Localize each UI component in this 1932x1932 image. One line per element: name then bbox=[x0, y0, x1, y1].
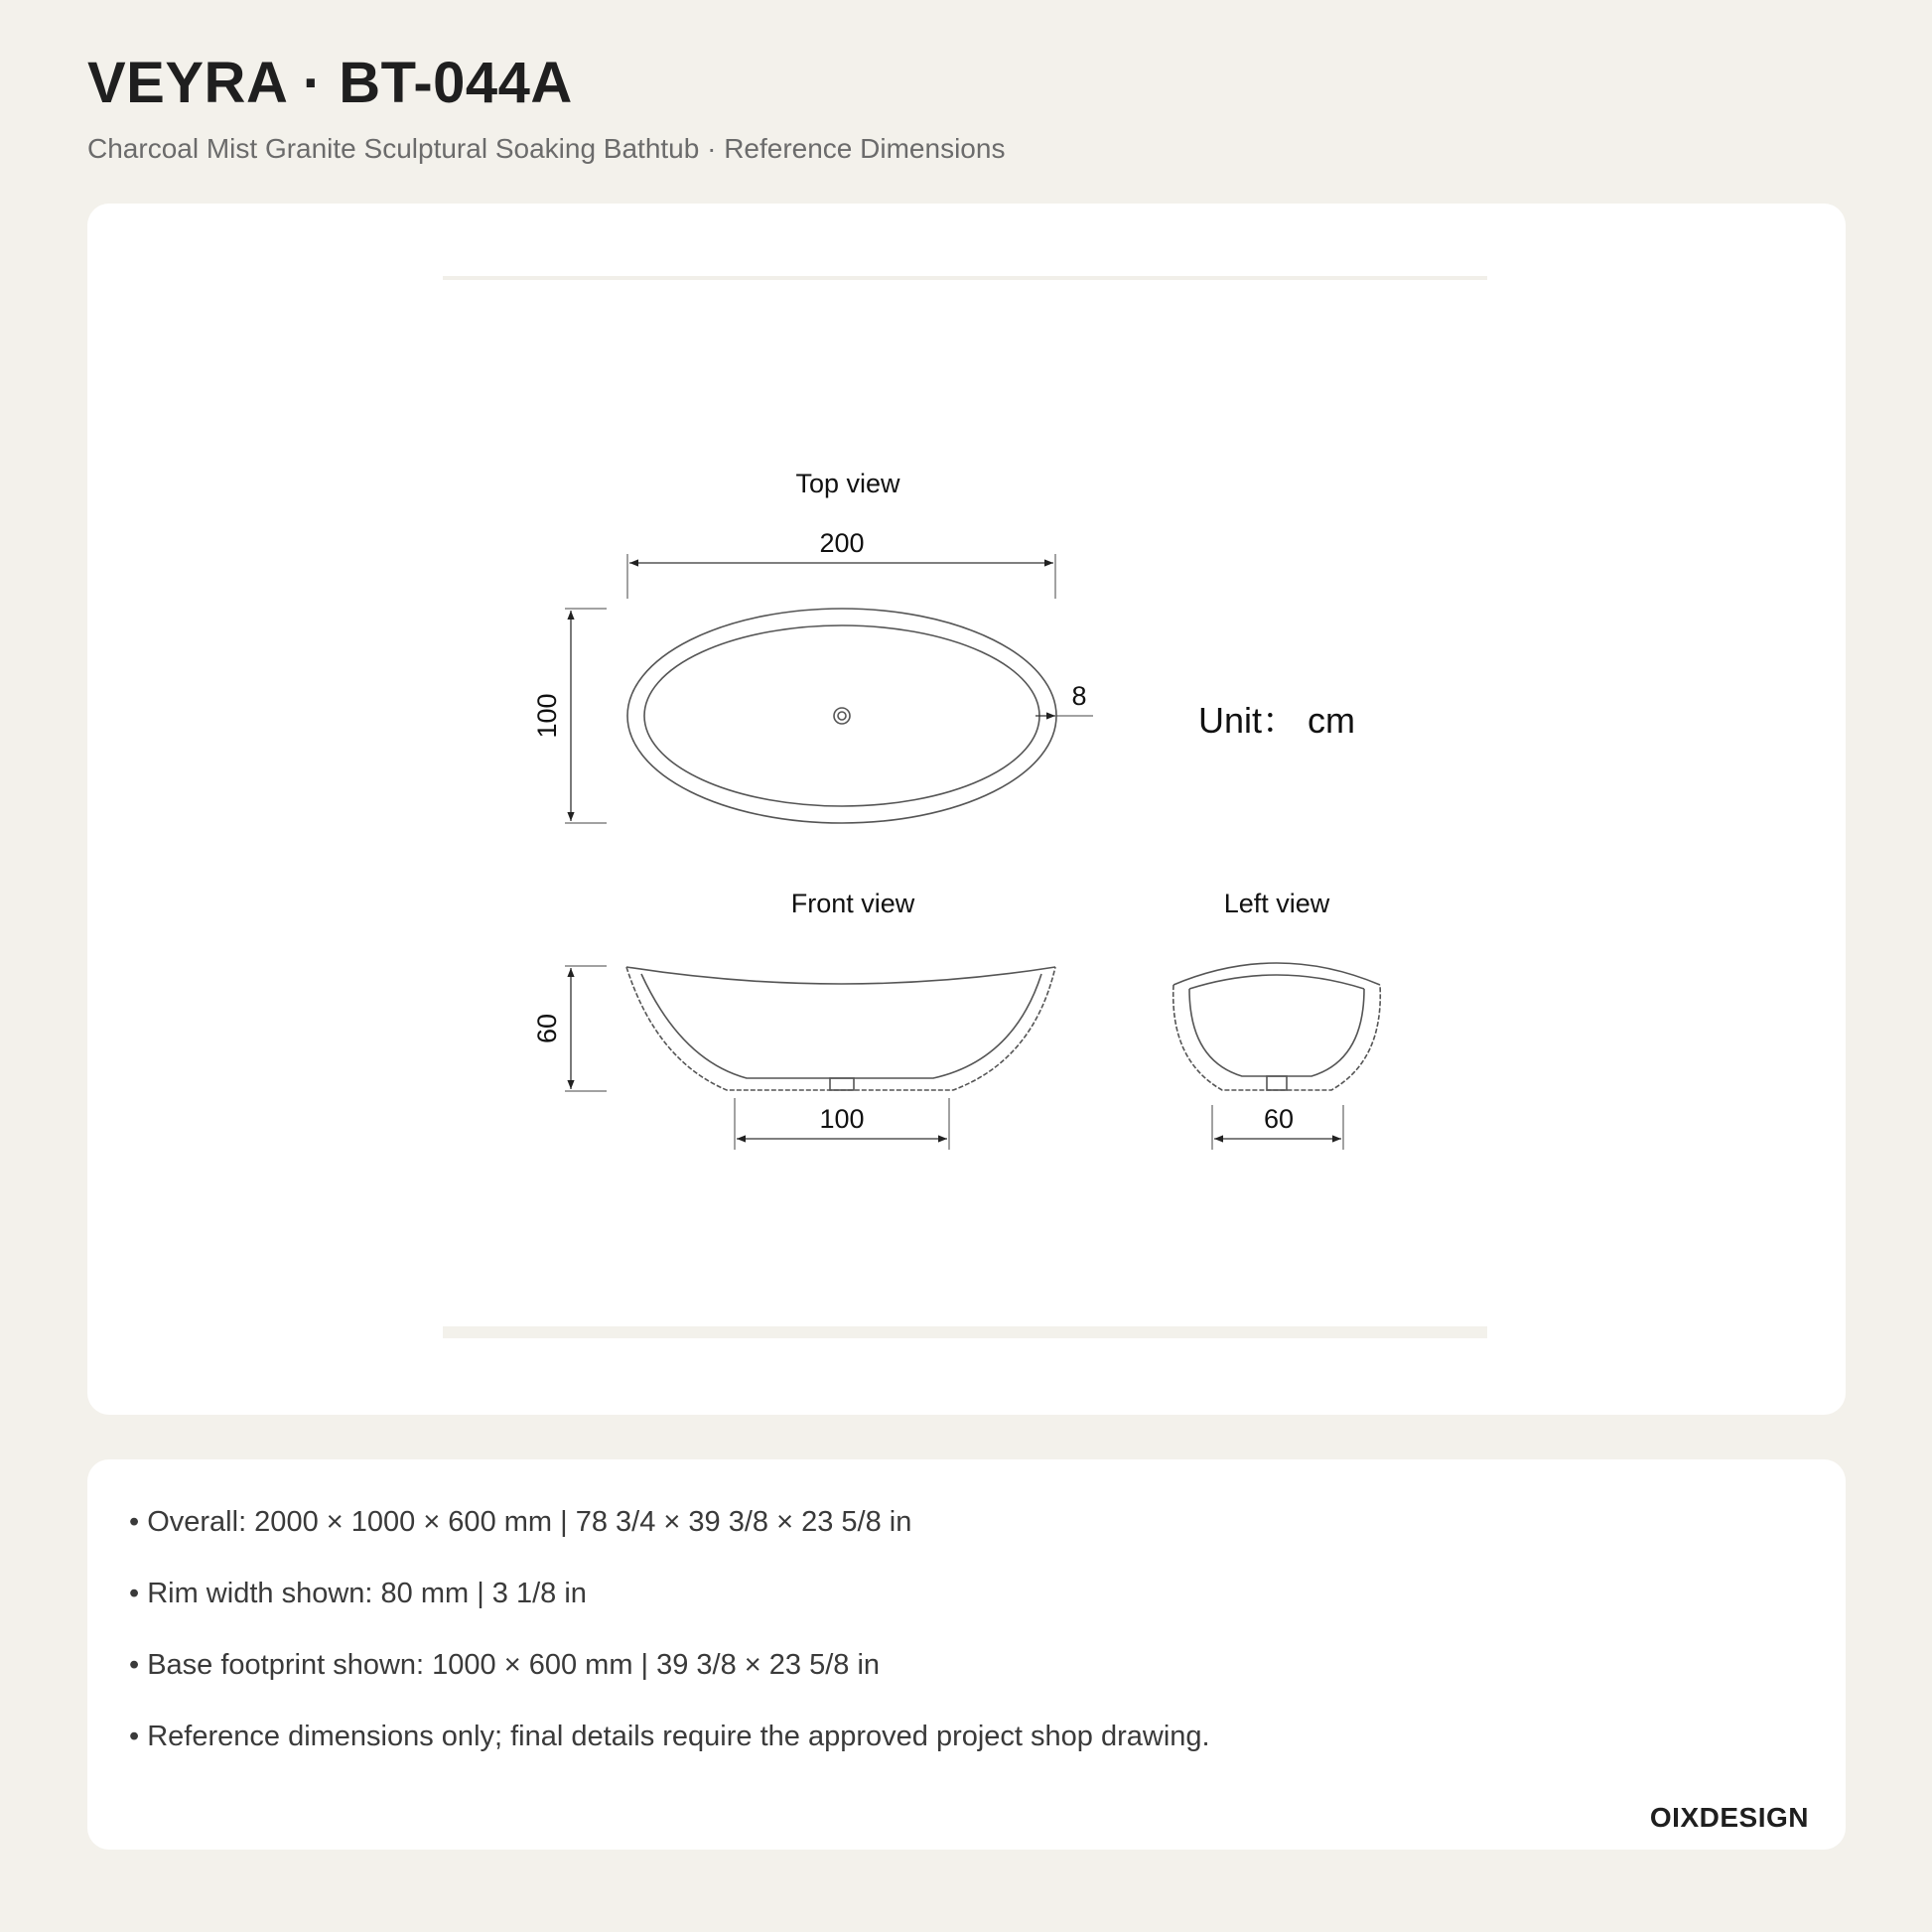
top-view-width-label: 100 bbox=[532, 693, 562, 739]
spec-item-overall: • Overall: 2000 × 1000 × 600 mm | 78 3/4 × 39 3/8 × 23 5/8 in bbox=[129, 1506, 912, 1538]
spec-card bbox=[87, 1459, 1846, 1850]
front-view-base-label: 100 bbox=[819, 1104, 865, 1134]
technical-drawing bbox=[443, 276, 1487, 1338]
spec-item-rim: • Rim width shown: 80 mm | 3 1/8 in bbox=[129, 1578, 587, 1609]
top-view-label: Top view bbox=[795, 469, 900, 498]
left-view-base-label: 60 bbox=[1263, 1104, 1295, 1134]
drawing-card bbox=[87, 204, 1846, 1415]
left-view-label: Left view bbox=[1223, 889, 1330, 918]
rim-width-label: 8 bbox=[1071, 681, 1087, 711]
drawing-sheet bbox=[443, 276, 1487, 1338]
page-subtitle: Charcoal Mist Granite Sculptural Soaking Bathtub · Reference Dimensions bbox=[87, 133, 1006, 164]
brand-logo: OIXDESIGN bbox=[1649, 1802, 1809, 1833]
page-title: VEYRA · BT-044A bbox=[87, 51, 573, 115]
spec-item-note: • Reference dimensions only; final details require the approved project shop drawing. bbox=[129, 1721, 1210, 1752]
front-view-height-label: 60 bbox=[532, 1013, 562, 1044]
unit-label: Unit： cm bbox=[1197, 700, 1356, 741]
spec-list bbox=[129, 1497, 1210, 1783]
top-view-length-label: 200 bbox=[819, 528, 865, 558]
spec-item-base: • Base footprint shown: 1000 × 600 mm | 39 3/8 × 23 5/8 in bbox=[129, 1649, 881, 1681]
front-view-label: Front view bbox=[790, 889, 915, 918]
